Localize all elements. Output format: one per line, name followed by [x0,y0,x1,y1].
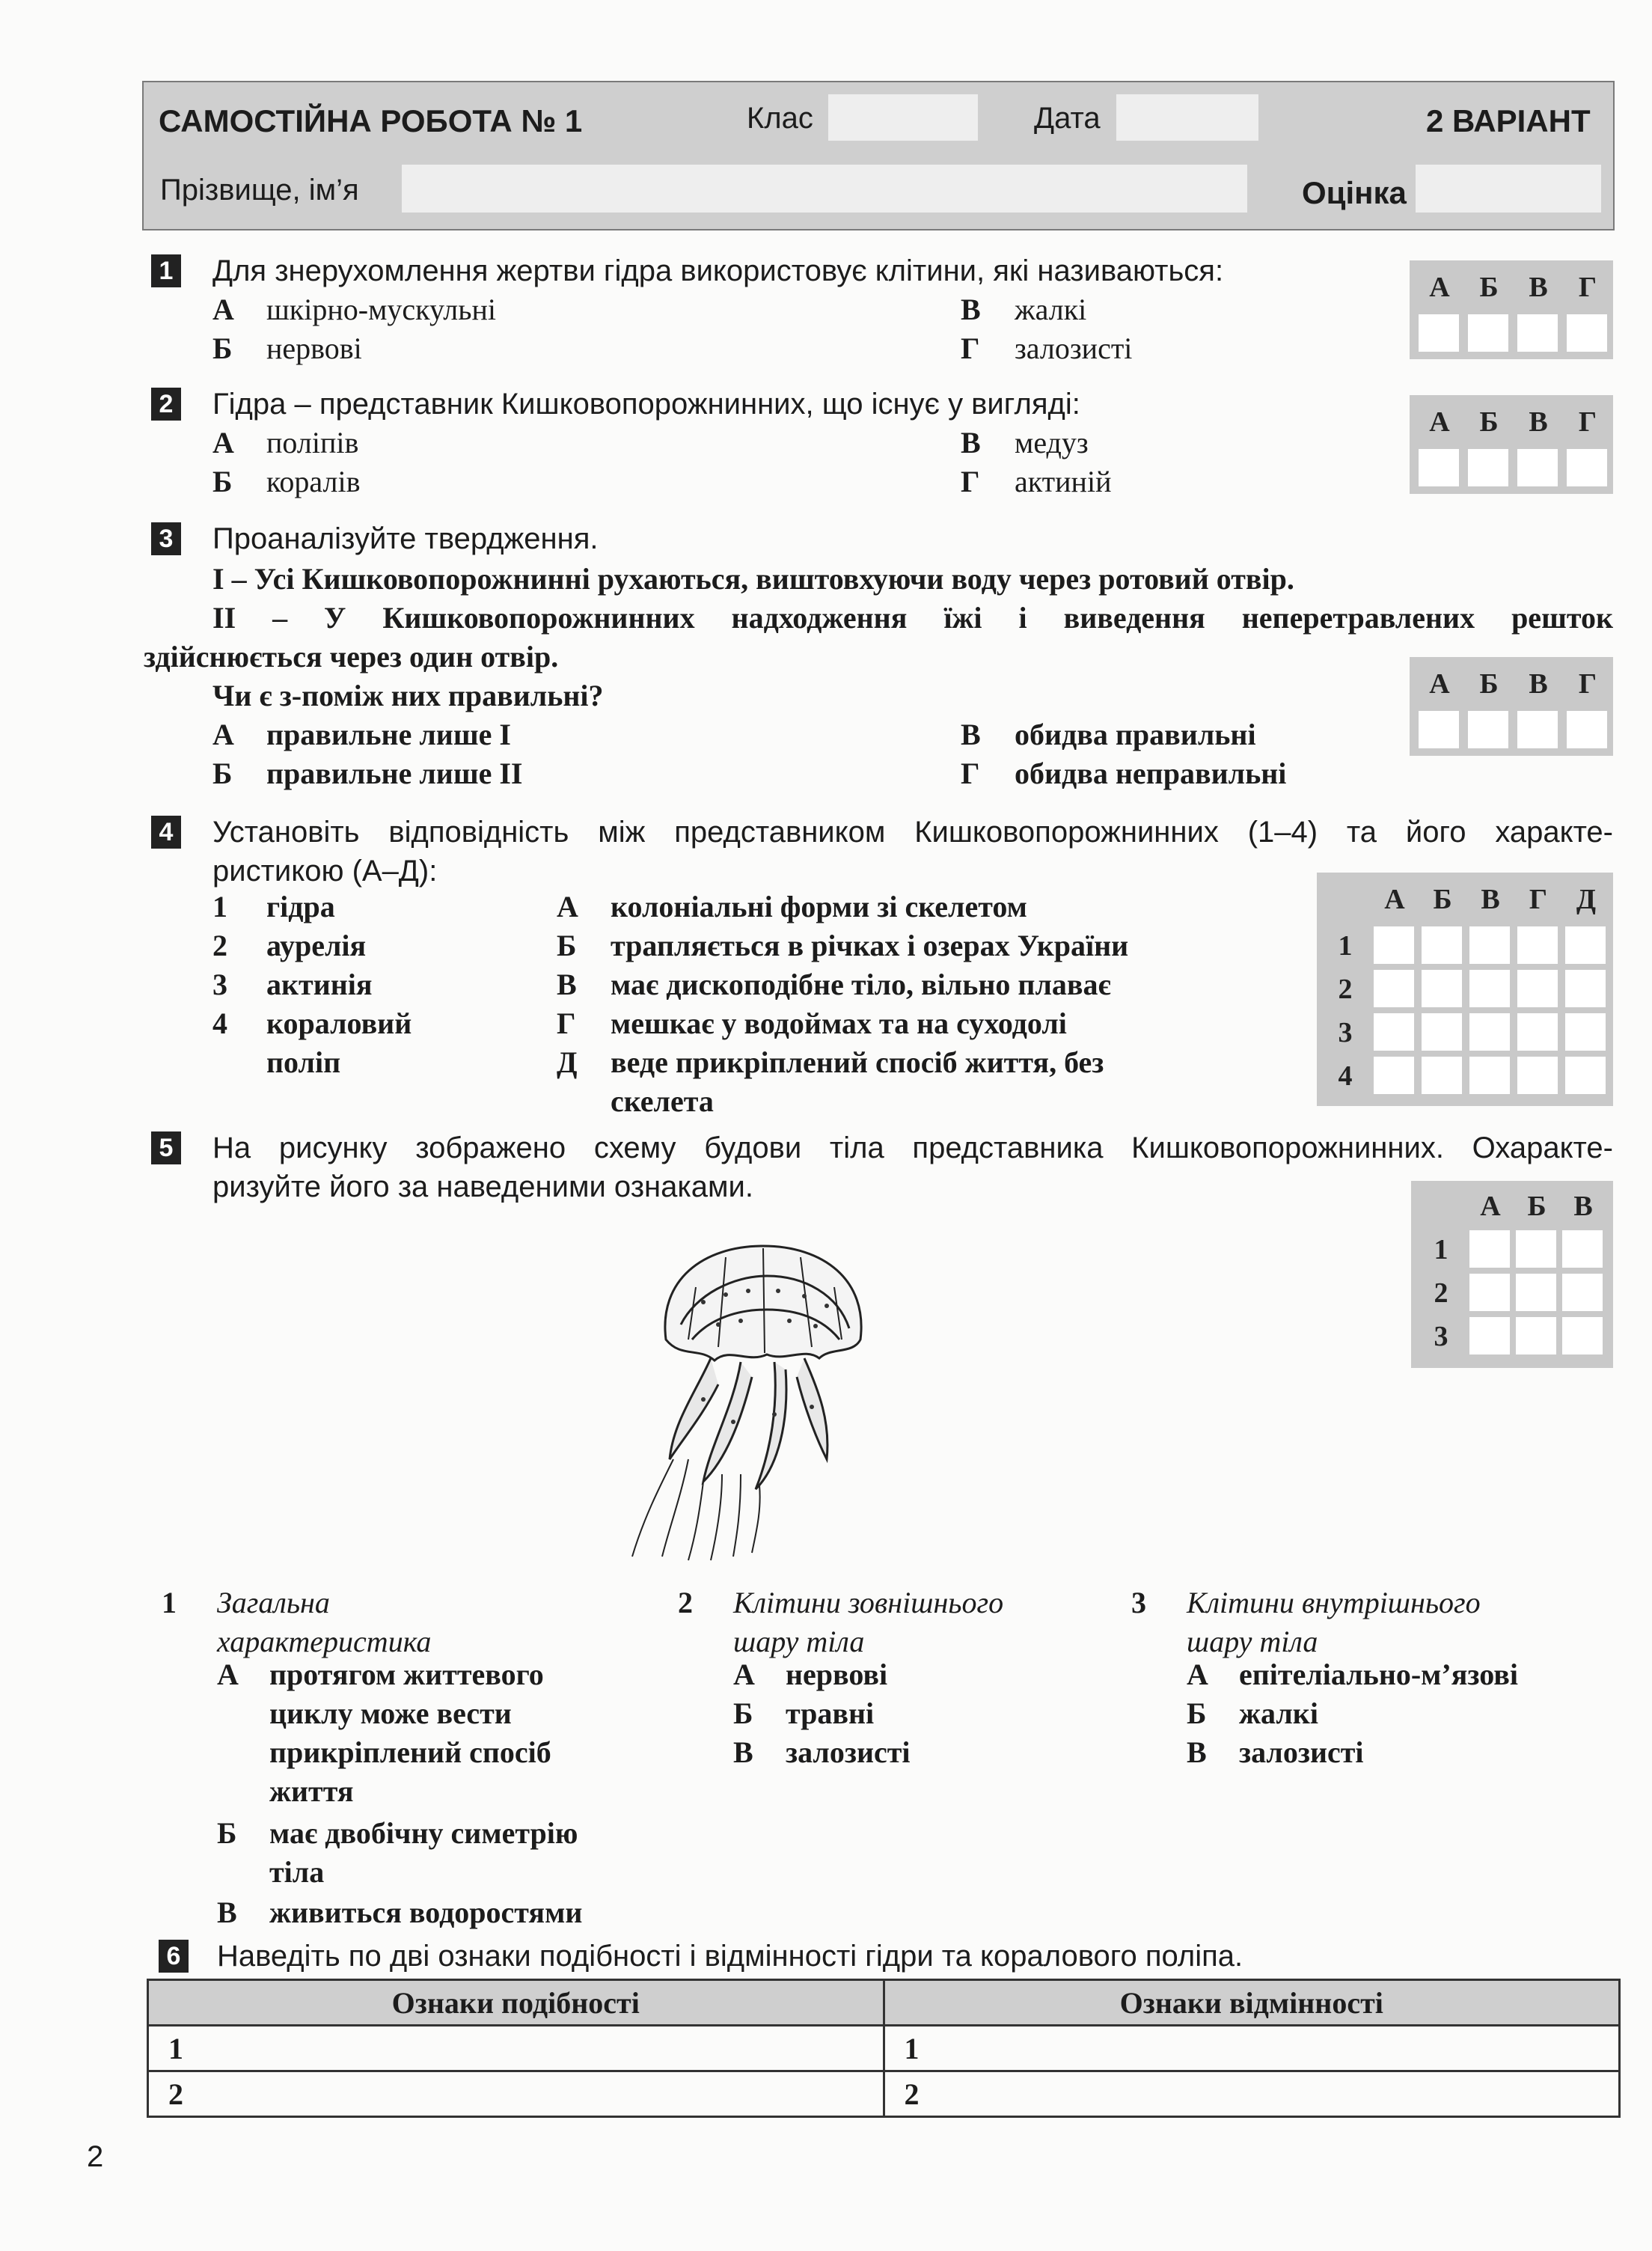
grid-col-label: В [1529,272,1548,303]
q5-option-line: циклу може вести [269,1696,512,1730]
q4-right-item: трапляється в річках і озерах України [611,929,1129,962]
q5-col-heading: Клітини зовнішнього [733,1586,1004,1619]
grid-col-label: В [1481,884,1500,915]
q4-left-item: актинія [266,968,373,1001]
answer-cell[interactable] [1516,1317,1556,1354]
table-header-row [148,1980,1620,2026]
q5-option-text: травні [786,1696,875,1730]
answer-cell[interactable] [1516,1274,1556,1311]
q5-option-letter: А [217,1658,239,1691]
q4-left-item: поліп [266,1045,341,1079]
q1-option-letter: А [212,293,234,326]
answer-cell[interactable] [1422,1013,1462,1051]
answer-cell[interactable] [1374,1013,1414,1051]
q4-left-number: 2 [212,929,227,962]
answer-cell[interactable] [1469,1230,1510,1268]
statement-1: І – Усі Кишковопорожнинні рухаються, виштовхуючи воду через ротовий отвір. [212,562,1294,596]
table-cell[interactable]: 1 [148,2026,884,2071]
q5-option-letter: А [733,1658,755,1691]
q1-option-text: залозисті [1015,332,1133,365]
answer-cell[interactable] [1517,1013,1558,1051]
q5-option-text: епітеліально-м’язові [1239,1658,1518,1691]
q1-option-letter: Б [212,332,233,365]
question-number-4: 4 [151,816,181,849]
q4-left-item: аурелія [266,929,367,962]
grid-col-label: Г [1578,406,1597,438]
grid-col-label: Б [1479,272,1499,303]
q5-option-letter: В [217,1896,237,1929]
q3-option-text: обидва неправильні [1015,757,1287,790]
q5-option-line: прикріплений спосіб [269,1735,551,1769]
question-5-text: На рисунку зображено схему будови тіла представника Кишковопорожнинних. Охаракте- [212,1131,1613,1164]
grid-row-label: 3 [1338,1017,1353,1048]
q5-option-text: залозисті [786,1735,911,1769]
q5-option-letter: А [1187,1658,1208,1691]
comparison-table [147,1979,1621,2118]
grid-row-label: 2 [1338,974,1353,1005]
q2-option-text: актиній [1015,465,1112,498]
table-cell[interactable]: 2 [884,2071,1620,2117]
statement-2-cont: здійснюється через один отвір. [144,640,559,674]
statement-2: ІІ – У Кишковопорожнинних надходження їжі і виведення неперетравлених решток [212,601,1613,635]
worksheet-title: САМОСТІЙНА РОБОТА № 1 [159,103,583,138]
table-cell[interactable]: 2 [148,2071,884,2117]
q5-option-line: живиться водоростями [269,1896,583,1929]
grid-col-label: Б [1527,1191,1547,1222]
answer-cell[interactable] [1469,970,1510,1007]
q5-option-line: протягом життевого [269,1658,544,1691]
q5-col-heading: характеристика [217,1625,432,1658]
q5-answer-grid [1411,1181,1613,1368]
answer-cell[interactable] [1567,711,1607,748]
q1-option-text: жалкі [1015,293,1087,326]
name-field[interactable] [402,165,1247,213]
q2-option-text: поліпів [266,426,359,459]
answer-cell[interactable] [1422,1057,1462,1094]
question-6-text: Наведіть по дві ознаки подібності і відмінності гідри та коралового поліпа. [217,1940,1243,1973]
q5-col-heading: шару тіла [1187,1625,1318,1658]
grid-col-label: В [1529,406,1548,438]
answer-cell[interactable] [1374,970,1414,1007]
q4-right-item: скелета [611,1084,714,1118]
answer-cell[interactable] [1517,970,1558,1007]
worksheet-header [142,81,1615,230]
q5-option-text: залозисті [1239,1735,1364,1769]
q4-right-item: мешкає у водоймах та на суходолі [611,1007,1067,1040]
answer-cell[interactable] [1567,314,1607,352]
q5-col-heading: Клітини внутрішнього [1187,1586,1481,1619]
q3-option-text: обидва правильні [1015,718,1256,751]
q2-option-letter: В [961,426,981,459]
q5-option-text: нервові [786,1658,888,1691]
answer-cell[interactable] [1469,1013,1510,1051]
name-label: Прізвище, ім’я [160,174,359,207]
answer-cell[interactable] [1517,314,1558,352]
question-4-text-cont: ристикою (А–Д): [212,855,438,888]
q4-left-item: кораловий [266,1007,412,1040]
grid-row-label: 4 [1338,1060,1353,1092]
question-number-1: 1 [151,254,181,287]
answer-cell[interactable] [1565,1013,1606,1051]
question-4-text: Установіть відповідність між представником Кишковопорожнинних (1–4) та його характе- [212,816,1613,849]
q5-option-letter: В [1187,1735,1207,1769]
grid-col-label: Д [1576,884,1597,915]
question-number-2: 2 [151,388,181,421]
q4-right-item: має дископодібне тіло, вільно плаває [611,968,1111,1001]
answer-cell[interactable] [1469,1057,1510,1094]
q5-option-line: має двобічну симетрію [269,1816,578,1850]
q3-answer-grid [1410,657,1613,756]
answer-cell[interactable] [1562,1317,1603,1354]
q3-option-letter: Б [212,757,233,790]
column-header: Ознаки подібності [148,1980,884,2026]
grid-col-label: А [1429,668,1450,700]
grid-col-label: В [1529,668,1548,700]
table-row [148,2026,1620,2071]
q4-right-letter: Б [557,929,577,962]
grid-col-label: А [1429,406,1450,438]
q1-option-text: нервові [266,332,362,365]
jellyfish-illustration [628,1235,883,1564]
answer-cell[interactable] [1419,449,1459,486]
q3-option-text: правильне лише ІІ [266,757,523,790]
answer-cell[interactable] [1469,1274,1510,1311]
question-3-ask: Чи є з-поміж них правильні? [212,679,604,712]
q5-col-heading: Загальна [217,1586,330,1619]
q1-option-text: шкірно-мускульні [266,293,496,326]
answer-cell[interactable] [1562,1230,1603,1268]
q4-left-number: 3 [212,968,227,1001]
answer-cell[interactable] [1567,449,1607,486]
answer-cell[interactable] [1565,1057,1606,1094]
variant-label: 2 ВАРІАНТ [1426,103,1591,138]
table-cell[interactable]: 1 [884,2026,1620,2071]
q5-option-letter: Б [1187,1696,1207,1730]
q2-option-letter: А [212,426,234,459]
q5-option-letter: В [733,1735,753,1769]
answer-cell[interactable] [1419,711,1459,748]
answer-cell[interactable] [1419,314,1459,352]
answer-cell[interactable] [1517,711,1558,748]
answer-cell[interactable] [1469,926,1510,964]
q1-option-letter: Г [961,332,980,365]
date-label: Дата [1034,102,1101,135]
q4-right-item: колоніальні форми зі скелетом [611,890,1027,923]
q4-right-item: веде прикріплений спосіб життя, без [611,1045,1104,1079]
question-number-3: 3 [151,522,181,555]
q5-col-number: 1 [162,1586,177,1619]
q4-left-number: 1 [212,890,227,923]
answer-cell[interactable] [1517,449,1558,486]
q3-option-letter: В [961,718,981,751]
q5-option-text: жалкі [1239,1696,1318,1730]
q2-option-text: медуз [1015,426,1089,459]
q1-answer-grid [1410,260,1613,359]
q5-option-line: тіла [269,1855,325,1889]
table-row [148,2071,1620,2117]
grid-col-label: В [1573,1191,1593,1222]
answer-cell[interactable] [1374,926,1414,964]
q1-option-letter: В [961,293,981,326]
grid-col-label: Г [1578,272,1597,303]
q3-option-letter: А [212,718,234,751]
answer-cell[interactable] [1468,449,1508,486]
q5-option-line: життя [269,1774,354,1808]
answer-cell[interactable] [1468,314,1508,352]
answer-cell[interactable] [1516,1230,1556,1268]
grade-field[interactable] [1416,165,1601,213]
answer-cell[interactable] [1468,711,1508,748]
grid-col-label: Г [1578,668,1597,700]
q2-option-letter: Г [961,465,980,498]
answer-cell[interactable] [1422,970,1462,1007]
q4-left-number: 4 [212,1007,227,1040]
answer-cell[interactable] [1517,1057,1558,1094]
question-2-text: Гідра – представник Кишковопорожнинних, що існує у вигляді: [212,388,1080,421]
q4-right-letter: В [557,968,577,1001]
question-1-text: Для знерухомлення жертви гідра використовує клітини, які називаються: [212,254,1224,287]
answer-cell[interactable] [1374,1057,1414,1094]
grade-label: Оцінка [1302,175,1407,210]
question-number-6: 6 [159,1940,189,1973]
q4-right-letter: Г [557,1007,576,1040]
grid-row-label: 1 [1434,1234,1448,1265]
grid-col-label: Б [1433,884,1452,915]
grid-col-label: Б [1479,668,1499,700]
answer-cell[interactable] [1422,926,1462,964]
q3-option-text: правильне лише І [266,718,511,751]
grid-col-label: Б [1479,406,1499,438]
q2-answer-grid [1410,395,1613,494]
answer-cell[interactable] [1565,926,1606,964]
grid-col-label: А [1384,884,1405,915]
q4-left-item: гідра [266,890,335,923]
grid-row-label: 3 [1434,1321,1448,1352]
question-5-text-cont: ризуйте його за наведеними ознаками. [212,1170,753,1203]
page-number: 2 [87,2140,104,2173]
question-3-text: Проаналізуйте твердження. [212,522,599,555]
q4-right-letter: А [557,890,578,923]
column-header: Ознаки відмінності [884,1980,1620,2026]
answer-cell[interactable] [1469,1317,1510,1354]
q5-col-heading: шару тіла [733,1625,865,1658]
q5-option-letter: Б [733,1696,753,1730]
class-label: Клас [747,102,813,135]
answer-cell[interactable] [1562,1274,1603,1311]
class-field[interactable] [828,94,978,141]
grid-row-label: 1 [1338,930,1353,962]
grid-col-label: А [1429,272,1450,303]
answer-cell[interactable] [1565,970,1606,1007]
grid-row-label: 2 [1434,1277,1448,1309]
question-number-5: 5 [151,1131,181,1164]
grid-col-label: Г [1529,884,1548,915]
q5-col-number: 2 [678,1586,693,1619]
q4-answer-grid [1317,873,1613,1106]
q3-option-letter: Г [961,757,980,790]
q2-option-text: коралів [266,465,361,498]
q4-right-letter: Д [557,1045,578,1079]
grid-col-label: А [1480,1191,1501,1222]
date-field[interactable] [1116,94,1258,141]
q5-col-number: 3 [1131,1586,1146,1619]
q2-option-letter: Б [212,465,233,498]
answer-cell[interactable] [1517,926,1558,964]
q5-option-letter: Б [217,1816,237,1850]
